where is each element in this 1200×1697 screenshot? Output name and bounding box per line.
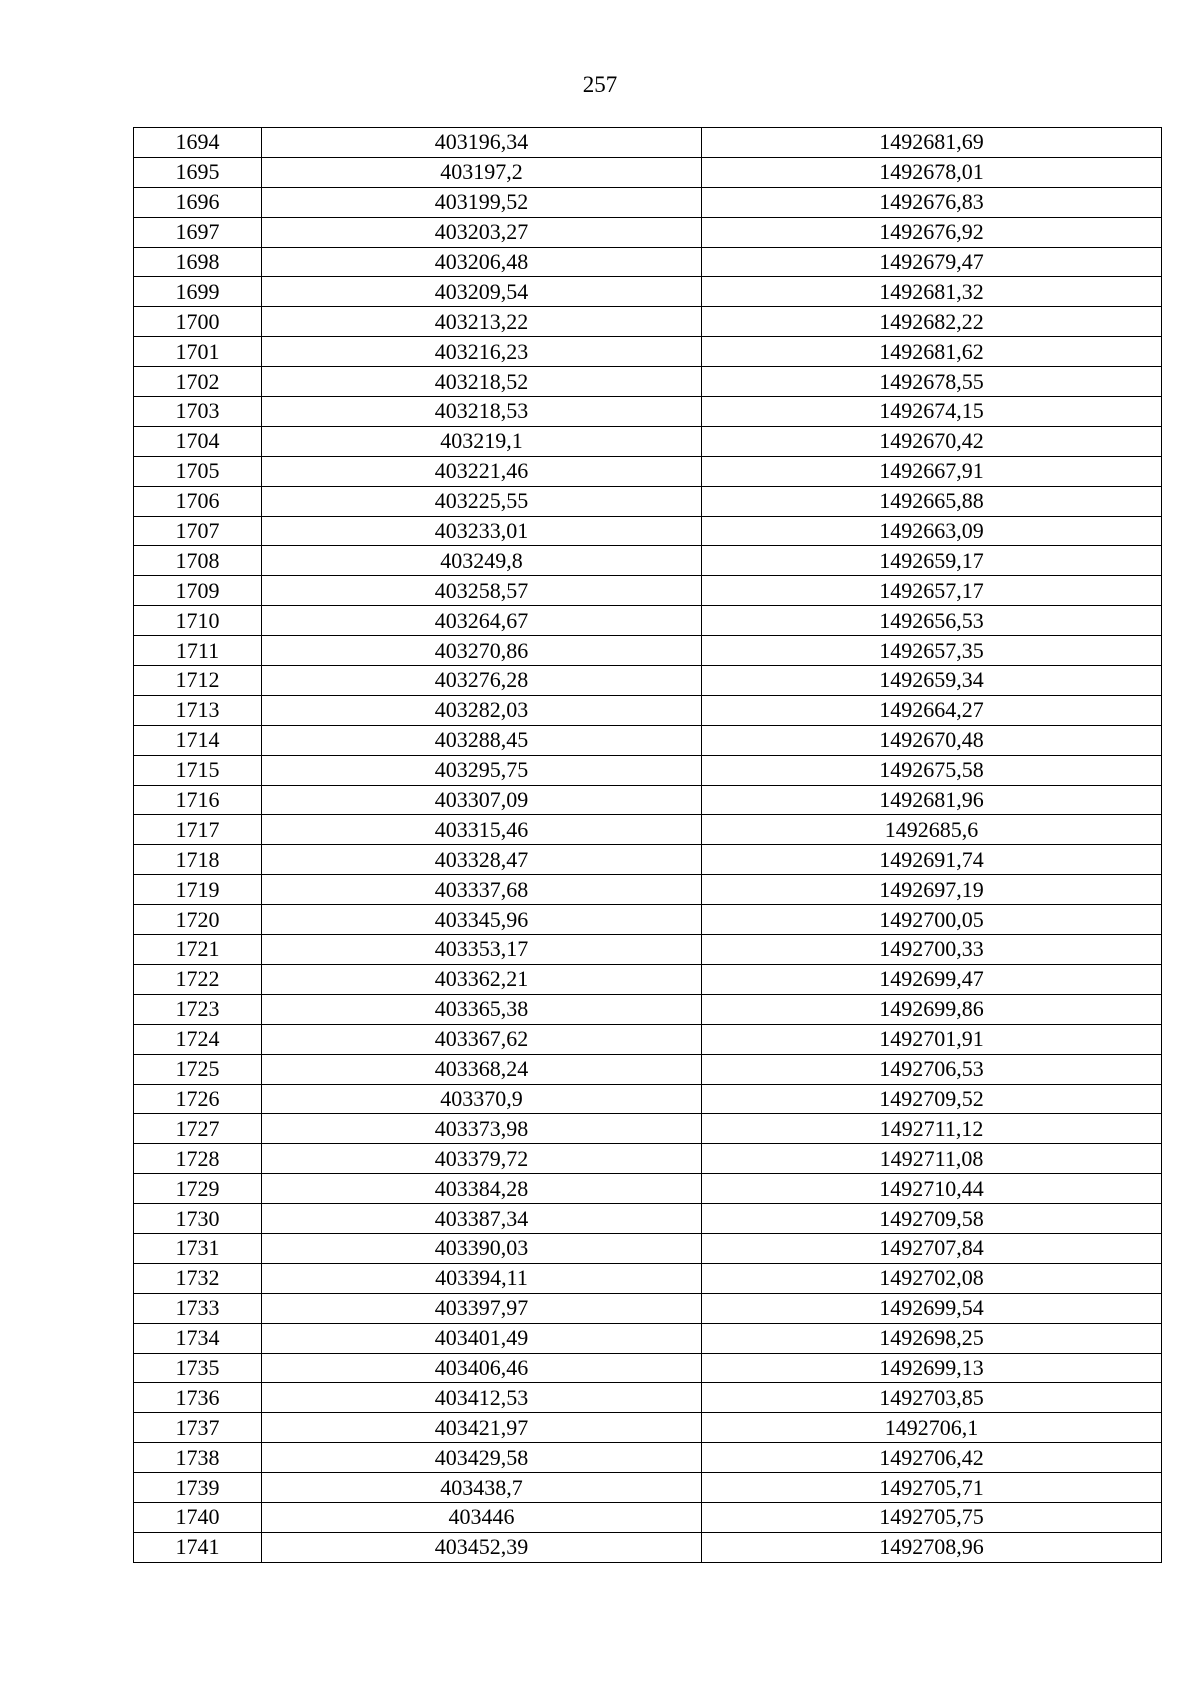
table-row: [134, 337, 1162, 367]
y-coordinate-cell: 1492698,25: [702, 1323, 1162, 1353]
table-row: [134, 1144, 1162, 1174]
y-coordinate-cell: 1492681,96: [702, 785, 1162, 815]
x-coordinate-cell: 403345,96: [262, 905, 702, 935]
table-row: [134, 1413, 1162, 1443]
y-coordinate-cell: 1492711,12: [702, 1114, 1162, 1144]
table-row: [134, 367, 1162, 397]
y-coordinate-cell: 1492674,15: [702, 397, 1162, 427]
x-coordinate-cell: 403438,7: [262, 1473, 702, 1503]
x-coordinate-cell: 403218,52: [262, 367, 702, 397]
point-number-cell: 1714: [134, 725, 262, 755]
x-coordinate-cell: 403397,97: [262, 1293, 702, 1323]
x-coordinate-cell: 403368,24: [262, 1054, 702, 1084]
point-number-cell: 1716: [134, 785, 262, 815]
point-number-cell: 1713: [134, 695, 262, 725]
point-number-cell: 1706: [134, 486, 262, 516]
y-coordinate-cell: 1492699,86: [702, 994, 1162, 1024]
table-row: [134, 994, 1162, 1024]
y-coordinate-cell: 1492709,52: [702, 1084, 1162, 1114]
table-row: [134, 1293, 1162, 1323]
point-number-cell: 1741: [134, 1532, 262, 1562]
x-coordinate-cell: 403206,48: [262, 247, 702, 277]
point-number-cell: 1701: [134, 337, 262, 367]
point-number-cell: 1724: [134, 1024, 262, 1054]
point-number-cell: 1727: [134, 1114, 262, 1144]
y-coordinate-cell: 1492711,08: [702, 1144, 1162, 1174]
x-coordinate-cell: 403203,27: [262, 217, 702, 247]
y-coordinate-cell: 1492699,47: [702, 964, 1162, 994]
point-number-cell: 1738: [134, 1443, 262, 1473]
table-row: [134, 1473, 1162, 1503]
y-coordinate-cell: 1492697,19: [702, 875, 1162, 905]
x-coordinate-cell: 403373,98: [262, 1114, 702, 1144]
table-row: [134, 247, 1162, 277]
x-coordinate-cell: 403225,55: [262, 486, 702, 516]
table-row: [134, 1263, 1162, 1293]
point-number-cell: 1732: [134, 1263, 262, 1293]
x-coordinate-cell: 403282,03: [262, 695, 702, 725]
table-row: [134, 277, 1162, 307]
x-coordinate-cell: 403258,57: [262, 576, 702, 606]
y-coordinate-cell: 1492706,1: [702, 1413, 1162, 1443]
point-number-cell: 1719: [134, 875, 262, 905]
table-row: [134, 785, 1162, 815]
point-number-cell: 1723: [134, 994, 262, 1024]
table-row: [134, 217, 1162, 247]
y-coordinate-cell: 1492659,17: [702, 546, 1162, 576]
point-number-cell: 1718: [134, 845, 262, 875]
table-row: [134, 157, 1162, 187]
x-coordinate-cell: 403216,23: [262, 337, 702, 367]
x-coordinate-cell: 403367,62: [262, 1024, 702, 1054]
y-coordinate-cell: 1492670,48: [702, 725, 1162, 755]
x-coordinate-cell: 403390,03: [262, 1233, 702, 1263]
table-row: [134, 1114, 1162, 1144]
point-number-cell: 1707: [134, 516, 262, 546]
x-coordinate-cell: 403196,34: [262, 128, 702, 158]
x-coordinate-cell: 403209,54: [262, 277, 702, 307]
table-row: [134, 187, 1162, 217]
table-row: [134, 666, 1162, 696]
table-row: [134, 456, 1162, 486]
point-number-cell: 1699: [134, 277, 262, 307]
coordinates-table-body: [134, 128, 1162, 1563]
x-coordinate-cell: 403446: [262, 1502, 702, 1532]
point-number-cell: 1711: [134, 636, 262, 666]
y-coordinate-cell: 1492699,13: [702, 1353, 1162, 1383]
table-row: [134, 905, 1162, 935]
point-number-cell: 1736: [134, 1383, 262, 1413]
y-coordinate-cell: 1492656,53: [702, 606, 1162, 636]
y-coordinate-cell: 1492709,58: [702, 1204, 1162, 1234]
table-row: [134, 1204, 1162, 1234]
y-coordinate-cell: 1492657,17: [702, 576, 1162, 606]
coordinates-table: [133, 127, 1162, 1563]
table-row: [134, 935, 1162, 965]
x-coordinate-cell: 403218,53: [262, 397, 702, 427]
y-coordinate-cell: 1492705,75: [702, 1502, 1162, 1532]
point-number-cell: 1704: [134, 426, 262, 456]
point-number-cell: 1709: [134, 576, 262, 606]
table-row: [134, 755, 1162, 785]
x-coordinate-cell: 403337,68: [262, 875, 702, 905]
point-number-cell: 1694: [134, 128, 262, 158]
y-coordinate-cell: 1492699,54: [702, 1293, 1162, 1323]
page-number: 257: [582, 72, 618, 97]
table-row: [134, 1443, 1162, 1473]
table-row: [134, 307, 1162, 337]
y-coordinate-cell: 1492706,42: [702, 1443, 1162, 1473]
table-row: [134, 546, 1162, 576]
point-number-cell: 1721: [134, 935, 262, 965]
point-number-cell: 1740: [134, 1502, 262, 1532]
table-row: [134, 128, 1162, 158]
table-row: [134, 1233, 1162, 1263]
point-number-cell: 1710: [134, 606, 262, 636]
x-coordinate-cell: 403249,8: [262, 546, 702, 576]
y-coordinate-cell: 1492707,84: [702, 1233, 1162, 1263]
y-coordinate-cell: 1492702,08: [702, 1263, 1162, 1293]
table-row: [134, 426, 1162, 456]
point-number-cell: 1697: [134, 217, 262, 247]
x-coordinate-cell: 403219,1: [262, 426, 702, 456]
x-coordinate-cell: 403213,22: [262, 307, 702, 337]
table-row: [134, 1323, 1162, 1353]
x-coordinate-cell: 403288,45: [262, 725, 702, 755]
point-number-cell: 1717: [134, 815, 262, 845]
x-coordinate-cell: 403412,53: [262, 1383, 702, 1413]
point-number-cell: 1700: [134, 307, 262, 337]
y-coordinate-cell: 1492657,35: [702, 636, 1162, 666]
x-coordinate-cell: 403276,28: [262, 666, 702, 696]
y-coordinate-cell: 1492678,01: [702, 157, 1162, 187]
x-coordinate-cell: 403387,34: [262, 1204, 702, 1234]
point-number-cell: 1737: [134, 1413, 262, 1443]
y-coordinate-cell: 1492681,32: [702, 277, 1162, 307]
table-row: [134, 1532, 1162, 1562]
table-row: [134, 636, 1162, 666]
y-coordinate-cell: 1492681,69: [702, 128, 1162, 158]
x-coordinate-cell: 403353,17: [262, 935, 702, 965]
point-number-cell: 1729: [134, 1174, 262, 1204]
x-coordinate-cell: 403370,9: [262, 1084, 702, 1114]
point-number-cell: 1733: [134, 1293, 262, 1323]
y-coordinate-cell: 1492685,6: [702, 815, 1162, 845]
y-coordinate-cell: 1492701,91: [702, 1024, 1162, 1054]
y-coordinate-cell: 1492670,42: [702, 426, 1162, 456]
table-row: [134, 1174, 1162, 1204]
point-number-cell: 1731: [134, 1233, 262, 1263]
y-coordinate-cell: 1492710,44: [702, 1174, 1162, 1204]
point-number-cell: 1696: [134, 187, 262, 217]
y-coordinate-cell: 1492667,91: [702, 456, 1162, 486]
y-coordinate-cell: 1492700,05: [702, 905, 1162, 935]
x-coordinate-cell: 403421,97: [262, 1413, 702, 1443]
table-row: [134, 1054, 1162, 1084]
point-number-cell: 1734: [134, 1323, 262, 1353]
table-row: [134, 875, 1162, 905]
point-number-cell: 1698: [134, 247, 262, 277]
y-coordinate-cell: 1492705,71: [702, 1473, 1162, 1503]
y-coordinate-cell: 1492663,09: [702, 516, 1162, 546]
x-coordinate-cell: 403429,58: [262, 1443, 702, 1473]
table-row: [134, 486, 1162, 516]
x-coordinate-cell: 403328,47: [262, 845, 702, 875]
table-row: [134, 964, 1162, 994]
y-coordinate-cell: 1492691,74: [702, 845, 1162, 875]
point-number-cell: 1715: [134, 755, 262, 785]
point-number-cell: 1730: [134, 1204, 262, 1234]
x-coordinate-cell: 403394,11: [262, 1263, 702, 1293]
y-coordinate-cell: 1492682,22: [702, 307, 1162, 337]
point-number-cell: 1720: [134, 905, 262, 935]
y-coordinate-cell: 1492664,27: [702, 695, 1162, 725]
table-row: [134, 815, 1162, 845]
table-row: [134, 725, 1162, 755]
point-number-cell: 1739: [134, 1473, 262, 1503]
x-coordinate-cell: 403365,38: [262, 994, 702, 1024]
point-number-cell: 1712: [134, 666, 262, 696]
y-coordinate-cell: 1492703,85: [702, 1383, 1162, 1413]
y-coordinate-cell: 1492676,83: [702, 187, 1162, 217]
table-row: [134, 1084, 1162, 1114]
y-coordinate-cell: 1492706,53: [702, 1054, 1162, 1084]
table-row: [134, 695, 1162, 725]
x-coordinate-cell: 403379,72: [262, 1144, 702, 1174]
x-coordinate-cell: 403264,67: [262, 606, 702, 636]
y-coordinate-cell: 1492708,96: [702, 1532, 1162, 1562]
table-row: [134, 1383, 1162, 1413]
x-coordinate-cell: 403315,46: [262, 815, 702, 845]
table-row: [134, 606, 1162, 636]
table-row: [134, 1502, 1162, 1532]
x-coordinate-cell: 403295,75: [262, 755, 702, 785]
x-coordinate-cell: 403452,39: [262, 1532, 702, 1562]
x-coordinate-cell: 403362,21: [262, 964, 702, 994]
y-coordinate-cell: 1492659,34: [702, 666, 1162, 696]
point-number-cell: 1728: [134, 1144, 262, 1174]
table-row: [134, 397, 1162, 427]
y-coordinate-cell: 1492700,33: [702, 935, 1162, 965]
point-number-cell: 1735: [134, 1353, 262, 1383]
y-coordinate-cell: 1492665,88: [702, 486, 1162, 516]
table-row: [134, 1353, 1162, 1383]
point-number-cell: 1725: [134, 1054, 262, 1084]
table-row: [134, 845, 1162, 875]
y-coordinate-cell: 1492679,47: [702, 247, 1162, 277]
x-coordinate-cell: 403401,49: [262, 1323, 702, 1353]
x-coordinate-cell: 403270,86: [262, 636, 702, 666]
point-number-cell: 1722: [134, 964, 262, 994]
y-coordinate-cell: 1492681,62: [702, 337, 1162, 367]
x-coordinate-cell: 403384,28: [262, 1174, 702, 1204]
x-coordinate-cell: 403307,09: [262, 785, 702, 815]
table-row: [134, 1024, 1162, 1054]
point-number-cell: 1726: [134, 1084, 262, 1114]
y-coordinate-cell: 1492676,92: [702, 217, 1162, 247]
x-coordinate-cell: 403197,2: [262, 157, 702, 187]
table-row: [134, 576, 1162, 606]
point-number-cell: 1708: [134, 546, 262, 576]
x-coordinate-cell: 403406,46: [262, 1353, 702, 1383]
x-coordinate-cell: 403233,01: [262, 516, 702, 546]
y-coordinate-cell: 1492675,58: [702, 755, 1162, 785]
y-coordinate-cell: 1492678,55: [702, 367, 1162, 397]
point-number-cell: 1695: [134, 157, 262, 187]
point-number-cell: 1702: [134, 367, 262, 397]
point-number-cell: 1703: [134, 397, 262, 427]
point-number-cell: 1705: [134, 456, 262, 486]
x-coordinate-cell: 403199,52: [262, 187, 702, 217]
x-coordinate-cell: 403221,46: [262, 456, 702, 486]
table-row: [134, 516, 1162, 546]
